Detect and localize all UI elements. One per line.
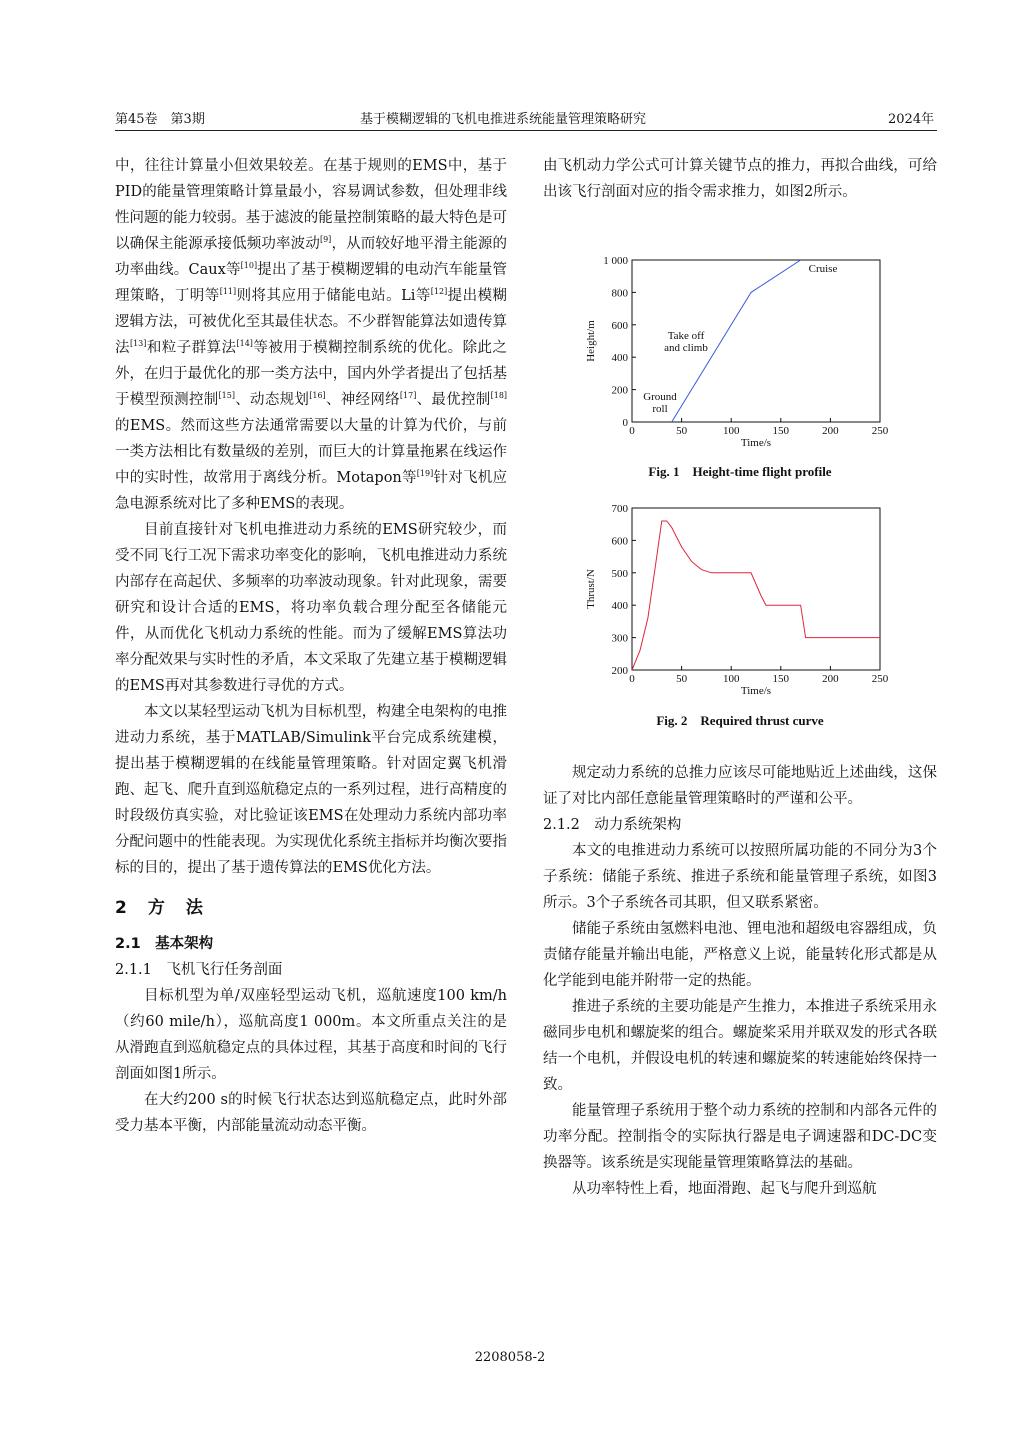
series-line <box>632 521 880 670</box>
y-tick-label: 400 <box>611 600 628 613</box>
paragraph: 储能子系统由氢燃料电池、锂电池和超级电容器组成，负责储存能量并输出电能，严格意义上说，能量转化形式都是从化学能到电能并附带一定的热能。 <box>543 921 937 989</box>
x-tick-label: 100 <box>722 425 740 437</box>
header-volume: 第45卷 第3期 <box>115 112 205 127</box>
paragraph: 本文的电推进动力系统可以按照所属功能的不同分为3个子系统：储能子系统、推进子系统和能量管理子系统，如图3所示。3个子系统各司其职，但又联系紧密。 <box>543 843 937 911</box>
paragraph: 由飞机动力学公式可计算关键节点的推力，再拟合曲线，可给出该飞行剖面对应的指令需求推力，如图2所示。 <box>543 158 937 200</box>
fig1-chart <box>580 252 900 462</box>
paragraph: 规定动力系统的总推力应该尽可能地贴近上述曲线，这保证了对比内部任意能量管理策略时的严谨和公平。 <box>543 765 937 807</box>
annotation-label: roll <box>652 403 668 415</box>
right-column-bottom <box>543 760 937 1202</box>
fig1-caption: Fig. 1 Height-time flight profile <box>648 464 832 479</box>
y-axis-label: Thrust/N <box>585 569 597 609</box>
annotation-label: Take off <box>667 330 705 342</box>
x-axis-label: Time/s <box>740 437 772 449</box>
annotation-label: and climb <box>664 342 708 354</box>
paragraph: 目标机型为单/双座轻型运动飞机，巡航速度100 km/h（约60 mile/h），巡航高度1 000m。本文所重点关注的是从滑跑直到巡航稳定点的具体过程，其基于高度和时间的飞行剖面如图1所示。 <box>115 988 507 1082</box>
subsubsection-heading: 2.1.2 动力系统架构 <box>543 817 682 833</box>
y-tick-label: 500 <box>611 567 628 580</box>
x-tick-label: 50 <box>676 673 688 685</box>
y-tick-label: 300 <box>611 632 628 645</box>
fig2-caption: Fig. 2 Required thrust curve <box>656 713 824 728</box>
page-number: 2208058-2 <box>474 1350 546 1365</box>
x-tick-label: 50 <box>676 425 688 437</box>
y-tick-label: 400 <box>611 352 628 365</box>
x-tick-label: 150 <box>772 673 790 685</box>
subsubsection-heading: 2.1.1 飞机飞行任务剖面 <box>115 962 283 978</box>
paragraph: 中，往往计算量小但效果较差。在基于规则的EMS中，基于PID的能量管理策略计算量最小，容易调试参数，但处理非线性问题的能力较弱。基于滤波的能量控制策略的最大特色是可以确保主能源承接低频功率波动[9]，从而较好地平滑主能源的功率曲线。Caux等[10]提出了基于模糊逻辑的电动汽车能量管理策略，丁明等[11]则将其应用于储能电站。Li等[12]提出模糊逻辑方法，可被优化至其最佳状态。不少群智能算法如遗传算法[13]和粒子群算法[14]等被用于模糊控制系统的优化。除此之外，在归于最优化的那一类方法中，国内外学者提出了包括基于模型预测控制[15]、动态规划[16]、神经网络[17]、最优控制[18]的EMS。然而这些方法通常需要以大量的计算为代价，与前一类方法相比有数量级的差别，而巨大的计算量拖累在线运作中的实时性，故常用于离线分析。Motapon等[19]针对飞机应急电源系统对比了多种EMS的表现。 <box>115 158 508 512</box>
y-tick-label: 0 <box>622 417 628 429</box>
subsection-heading: 2.1 基本架构 <box>115 936 214 952</box>
y-tick-label: 600 <box>611 319 628 332</box>
x-tick-label: 100 <box>722 673 740 685</box>
paragraph: 在大约200 s的时候飞行状态达到巡航稳定点，此时外部受力基本平衡，内部能量流动动态平衡。 <box>115 1092 507 1134</box>
y-tick-label: 600 <box>611 535 628 548</box>
x-tick-label: 200 <box>822 425 839 437</box>
y-tick-label: 700 <box>611 503 628 515</box>
y-tick-label: 200 <box>611 384 628 397</box>
x-tick-label: 0 <box>629 425 635 437</box>
paragraph: 推进子系统的主要功能是产生推力，本推进子系统采用永磁同步电机和螺旋桨的组合。螺旋桨采用并联双发的形式各联结一个电机，并假设电机的转速和螺旋桨的转速能始终保持一致。 <box>543 999 937 1093</box>
y-axis-label: Height/m <box>585 320 597 362</box>
paragraph: 能量管理子系统用于整个动力系统的控制和内部各元件的功率分配。控制指令的实际执行器是电子调速器和DC-DC变换器等。该系统是实现能量管理策略算法的基础。 <box>543 1103 937 1171</box>
y-tick-label: 1 000 <box>603 255 628 267</box>
plot-frame <box>632 508 880 670</box>
annotation-label: Ground <box>643 391 677 403</box>
section-heading: 2 方 法 <box>115 898 205 918</box>
header-rule <box>115 130 937 131</box>
y-tick-label: 200 <box>611 665 628 677</box>
paragraph: 目前直接针对飞机电推进动力系统的EMS研究较少，而受不同飞行工况下需求功率变化的影响，飞机电推进动力系统内部存在高起伏、多频率的功率波动现象。针对此现象，需要研究和设计合适的EMS，将功率负载合理分配至各储能元件，从而优化飞机动力系统的性能。而为了缓解EMS算法功率分配效果与实时性的矛盾，本文采取了先建立基于模糊逻辑的EMS再对其参数进行寻优的方式。 <box>115 522 507 694</box>
fig2-chart <box>580 500 900 710</box>
x-tick-label: 200 <box>822 673 839 685</box>
x-tick-label: 250 <box>871 425 889 437</box>
header-year: 2024年 <box>888 112 935 127</box>
left-column <box>115 153 507 1139</box>
x-tick-label: 0 <box>629 673 635 685</box>
paragraph: 从功率特性上看，地面滑跑、起飞与爬升到巡航 <box>572 1181 877 1197</box>
header-title: 基于模糊逻辑的飞机电推进系统能量管理策略研究 <box>360 112 647 127</box>
paragraph: 本文以某轻型运动飞机为目标机型，构建全电架构的电推进动力系统，基于MATLAB/Simulink平台完成系统建模，提出基于模糊逻辑的在线能量管理策略。针对固定翼飞机滑跑、起飞、爬升直到巡航稳定点的一系列过程，进行高精度的时段级仿真实验，对比验证该EMS在处理动力系统内部功率分配问题中的性能表现。为实现优化系统主指标并均衡次要指标的目的，提出了基于遗传算法的EMS优化方法。 <box>115 704 507 876</box>
x-tick-label: 150 <box>772 425 790 437</box>
right-column-top <box>543 153 937 205</box>
x-axis-label: Time/s <box>740 685 772 697</box>
x-tick-label: 250 <box>871 673 889 685</box>
y-tick-label: 800 <box>611 287 628 300</box>
annotation-label: Cruise <box>808 263 838 275</box>
